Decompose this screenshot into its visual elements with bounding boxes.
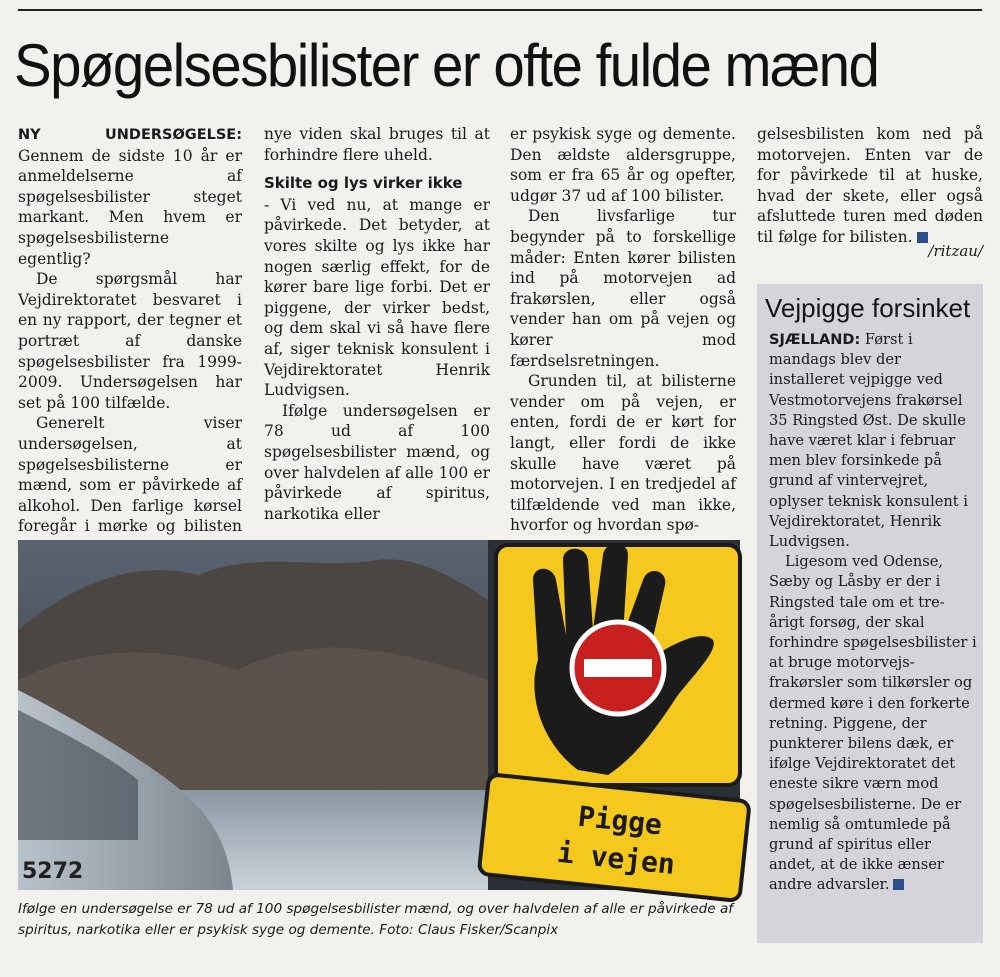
article-column-2 bbox=[264, 124, 490, 524]
top-rule bbox=[18, 9, 982, 11]
sidebar-body bbox=[769, 330, 977, 896]
quote-paragraph: - Vi ved nu, at mange er påvirkede. Det betyder, at vores skilte og lys ikke har nogen særlig effekt, for de kører bare lige forbi. Det er piggene, der virker bedst, og dem skal vi så have flere af, siger teknisk konsulent i Vejdirektoratet Henrik Ludvigsen. bbox=[264, 195, 490, 400]
subheading: Skilte og lys virker ikke bbox=[264, 174, 463, 193]
sidebar-kicker: SJÆLLAND: bbox=[769, 332, 861, 348]
paragraph: gelsesbilisten kom ned på motorvejen. Enten var de for påvirkede til at huske, hvad der skete, eller også afsluttede turen med døden til følge for bilisten. bbox=[757, 125, 983, 246]
paragraph: er psykisk syge og demente. Den ældste aldersgruppe, som er fra 65 år og opefter, udgør 37 ud af 100 bilister. bbox=[510, 125, 736, 205]
end-mark-icon bbox=[893, 879, 904, 890]
lead-paragraph: NY UNDERSØGELSE: Gennem de sidste 10 år er anmeldelserne af spøgelsesbilister steget markant. Men hvem er spøgelsesbilisterne egentlig? bbox=[18, 127, 242, 268]
article-column-3 bbox=[510, 124, 736, 535]
sidebar-paragraph: Ligesom ved Odense, Sæby og Låsby er der i Ringsted tale om et tre-årigt forsøg, der skal forhindre spøgelsesbilister i at bruge motorvejs-frakørsler som tilkørsler og dermed køre i den forkerte retning. Piggene, der punkterer bilens dæk, er ifølge Vejdirektoratet det eneste sikre værn mod spøgelsesbilisterne. De er nemlig så omtumlede på grund af spiritus eller andet, at de ikke ænser andre advarsler. bbox=[769, 553, 977, 894]
paragraph: Den livsfarlige tur begynder på to forskellige måder: Enten kører bilisten ind på motorvejen ad frakørslen, eller også vender han om på vejen og kører mod færdselsretningen. bbox=[510, 207, 736, 370]
kicker: NY UNDERSØGELSE: bbox=[18, 127, 242, 143]
sidebar-box bbox=[757, 284, 983, 943]
sidebar-paragraph: SJÆLLAND: Først i mandags blev der installeret vejpigge ved Vestmotorvejens frakørsel 35 Ringsted Øst. De skulle have været klar i februar men blev forsinkede på grund af vintervejret, oplyser teknisk konsulent i Vejdirektoratet, Henrik Ludvigsen. bbox=[769, 331, 968, 551]
sign-text-line-1: Pigge bbox=[576, 799, 664, 842]
headline: Spøgelsesbilister er ofte fulde mænd bbox=[14, 32, 879, 99]
sidebar-title: Vejpigge forsinket bbox=[765, 293, 971, 323]
byline: /ritzau/ bbox=[928, 242, 983, 260]
paragraph: Generelt viser undersøgelsen, at spøgelsesbilisterne er mænd, som er påvirkede af alkohol. Den farlige kørsel foregår i mørke og bilisten bbox=[18, 414, 242, 536]
car-number: 5272 bbox=[22, 859, 84, 884]
article-photo bbox=[18, 540, 740, 890]
paragraph: De spørgsmål har Vejdirektoratet besvaret i en ny rapport, der tegner et portræt af danske spøgelsesbilister fra 1999-2009. Undersøgelsen har set på 100 tilfælde. bbox=[18, 270, 242, 412]
paragraph: nye viden skal bruges til at forhindre flere uheld. bbox=[264, 125, 490, 164]
paragraph: Ifølge undersøgelsen er 78 ud af 100 spøgelsesbilister mænd, og over halvdelen af alle 100 er påvirkede af spiritus, narkotika eller bbox=[264, 401, 490, 523]
article-column-1 bbox=[18, 124, 242, 536]
sign-text-line-2: i vejen bbox=[555, 835, 677, 881]
photo-caption: Ifølge en undersøgelse er 78 ud af 100 spøgelsesbilister mænd, og over halvdelen af alle er påvirkede af spiritus, narkotika eller er psykisk syge og demente. Foto: Claus Fisker/Scanpix bbox=[18, 901, 734, 938]
photo-illustration bbox=[18, 540, 740, 890]
paragraph: Grunden til, at bilisterne vender om på vejen, er enten, fordi de er kørt for langt, eller fordi de ikke skulle have været på motorvejen. I en tredjedel af tilfældende ved man ikke, hvorfor og hvordan spø- bbox=[510, 372, 736, 535]
